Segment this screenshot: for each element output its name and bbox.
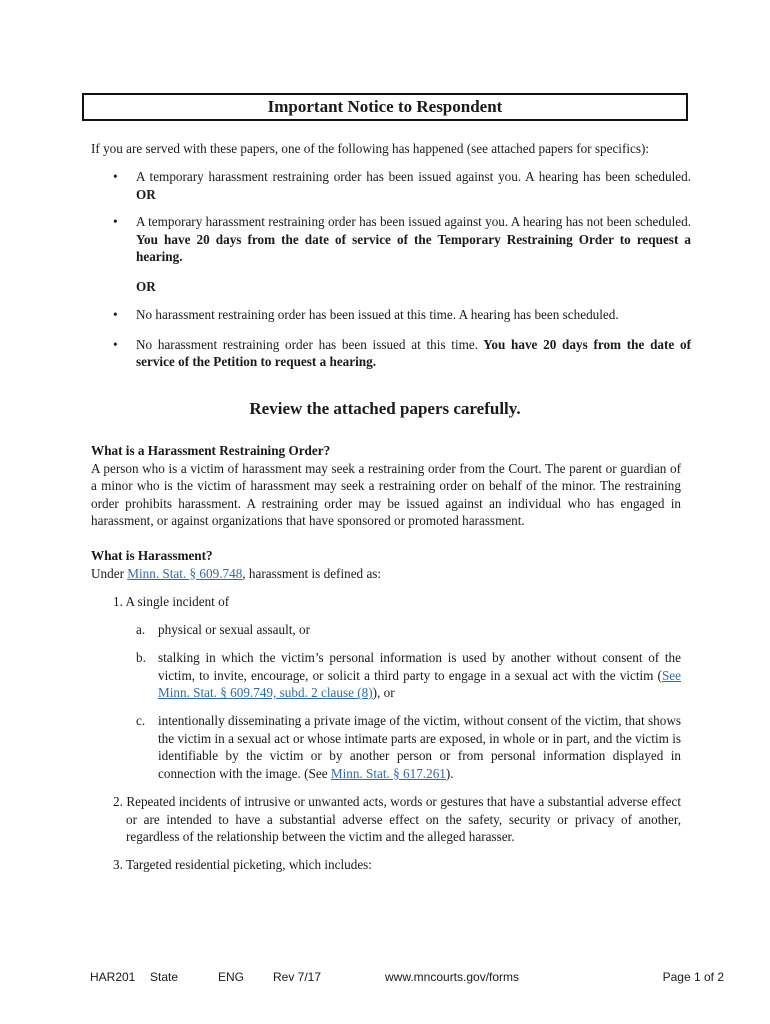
page-footer: [90, 969, 730, 985]
list-item: • No harassment restraining order has been issued at this time. A hearing has been scheduled.: [113, 307, 619, 322]
bullet-icon: •: [113, 169, 118, 184]
or-separator: OR: [136, 279, 156, 294]
notice-title-box: [82, 93, 688, 121]
forms-url: www.mncourts.gov/forms: [385, 970, 520, 984]
list-item: • A temporary harassment restraining order has been issued against you. A hearing has not been scheduled. You have 20 days from the date of service of the Temporary Restraining Order to request a hearing.: [113, 214, 691, 265]
definition-item-1: 1. A single incident of: [113, 594, 230, 609]
review-heading: Review the attached papers carefully.: [249, 399, 521, 418]
form-id: HAR201: [90, 970, 136, 984]
hro-body: A person who is a victim of harassment may seek a restraining order from the Court. The parent or guardian of a minor who is the victim of harassment may seek a restraining order on behalf of the minor. The restraining order prohibits harassment. A restraining order may be issued against an individual who has engaged in harassment, or against organizations that have sponsored or promoted harassment.: [91, 460, 681, 529]
list-item: • No harassment restraining order has been issued at this time. You have 20 days from the date of service of the Petition to request a hearing.: [113, 336, 691, 370]
definition-item-2: 2. Repeated incidents of intrusive or unwanted acts, words or gestures that have a substantial adverse effect or are intended to have a substantial adverse effect on the safety, security or privacy of another, regardless of the relationship between the victim and the alleged harasser.: [113, 794, 681, 845]
harassment-section: [91, 547, 681, 582]
statute-617-261-link[interactable]: Minn. Stat. § 617.261: [330, 765, 446, 781]
list-item: • A temporary harassment restraining order has been issued against you. A hearing has been scheduled. OR: [113, 169, 691, 202]
page-number: Page 1 of 2: [662, 970, 724, 984]
definition-sub-c: c. intentionally disseminating a private image of the victim, without consent of the victim, that shows the victim in a sexual act or whose intimate parts are exposed, in whole or in part, and the victim is identifiable by the victim or by another person or from personal information displayed in connection with the image. (See Minn. Stat. § 617.261).: [136, 713, 681, 781]
served-options-list: [91, 168, 691, 276]
bullet-icon: •: [113, 336, 118, 352]
hro-section: [91, 442, 681, 530]
intro-text: If you are served with these papers, one of the following has happened (see attached papers for specifics):: [91, 141, 650, 156]
statute-609-749-link[interactable]: See Minn. Stat. § 609.749, subd. 2 clause (8): [158, 667, 681, 701]
sub-c-label: c.: [136, 713, 146, 728]
sub-c-text: intentionally disseminating a private image of the victim, without consent of the victim, that shows the victim in a sexual act or whose intimate parts are exposed, in whole or in part, and the victim is identifiable by the victim or by another person or from personal information displayed in connection with the image. (See: [158, 713, 681, 781]
definition-sub-a: [136, 621, 681, 639]
bullet-icon: •: [113, 214, 118, 230]
harassment-definition-intro: Under Minn. Stat. § 609.748, harassment is defined as:: [91, 565, 382, 581]
harassment-heading: What is Harassment?: [91, 548, 213, 563]
bullet-icon: •: [113, 307, 118, 322]
definition-sub-b: b. stalking in which the victim’s personal information is used by another without consent of the victim, to invite, encourage, or solicit a third party to engage in a sexual act with the victim (See Minn. Stat. § 609.749, subd. 2 clause (8)), or: [136, 650, 681, 701]
statute-609-748-link[interactable]: Minn. Stat. § 609.748: [127, 565, 243, 581]
form-revision: Rev 7/17: [273, 970, 322, 984]
form-language: ENG: [218, 970, 245, 984]
served-options-list-continued: [91, 306, 691, 371]
sub-a-text: physical or sexual assault, or: [158, 622, 310, 637]
sub-a-label: a.: [136, 622, 146, 637]
notice-title: Important Notice to Respondent: [267, 97, 503, 117]
sub-b-label: b.: [136, 650, 146, 665]
form-scope: State: [150, 970, 179, 984]
sub-b-text: stalking in which the victim’s personal information is used by another without consent of the victim, to invite, encourage, or solicit a third party to engage in a sexual act with the victim (: [158, 650, 681, 683]
hro-heading: What is a Harassment Restraining Order?: [91, 443, 331, 458]
definition-item-3: 3. Targeted residential picketing, which includes:: [113, 857, 372, 872]
